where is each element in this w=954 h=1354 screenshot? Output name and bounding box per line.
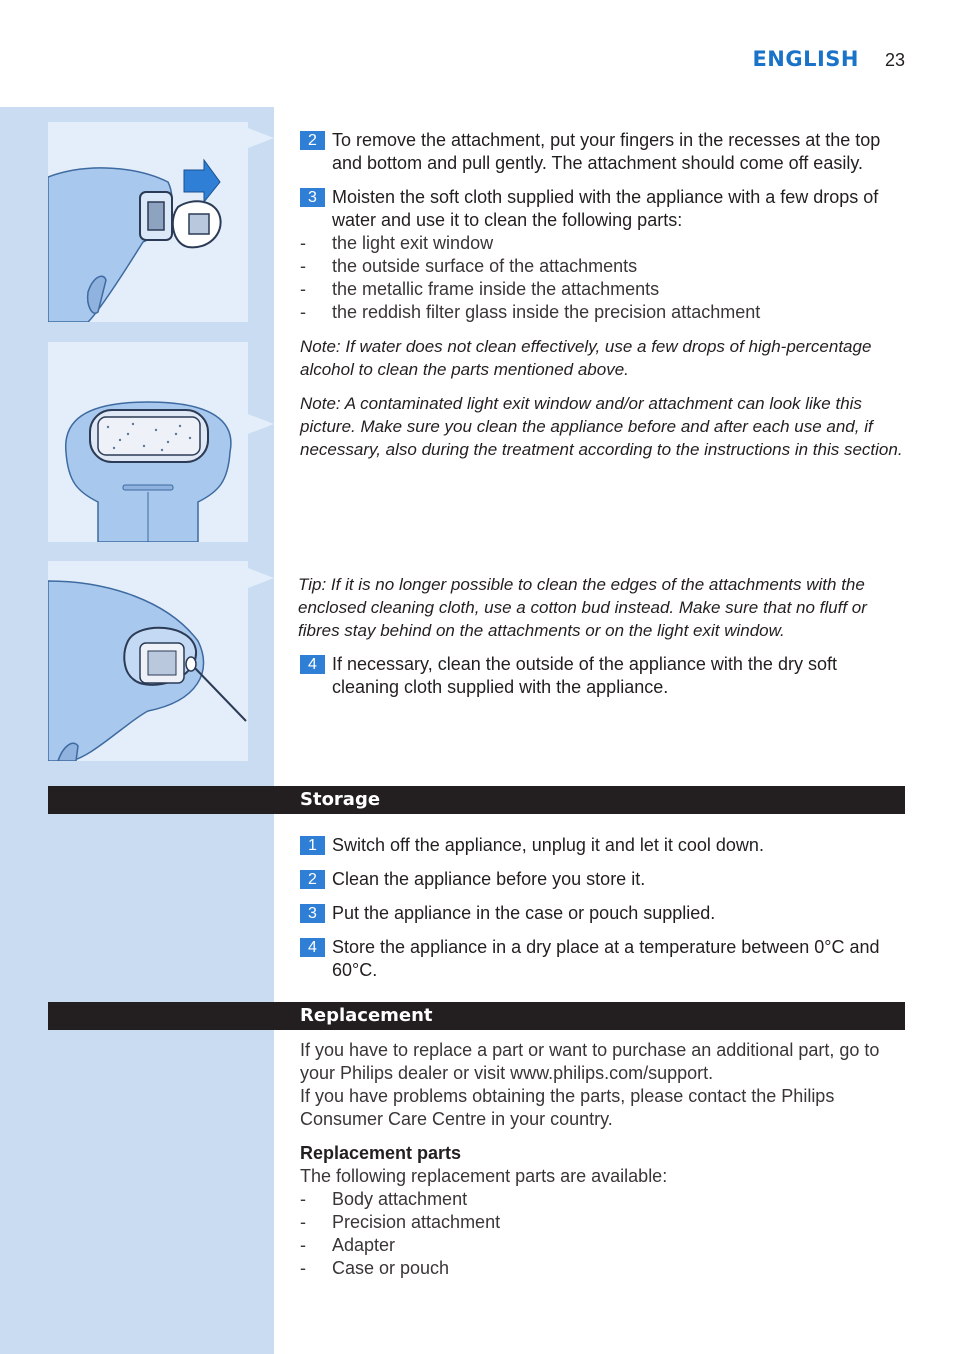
step-number: 3 [300, 904, 325, 923]
figure-cotton-bud [48, 561, 248, 761]
page-number: 23 [885, 50, 906, 70]
step-text: Put the appliance in the case or pouch supplied. [332, 903, 716, 923]
note-contaminated: Note: A contaminated light exit window and/or attachment can look like this picture. Make sure you clean the appliance before and after each use and, if necessary, also during the treatment according to the instructions in this section. [300, 394, 903, 459]
list-item: - Case or pouch [300, 1258, 450, 1278]
replacement-paragraph: If you have problems obtaining the parts, please contact the Philips Consumer Care Centre in your country. [300, 1086, 835, 1129]
replacement-section [300, 1039, 905, 1280]
replacement-parts-heading: Replacement parts [300, 1143, 462, 1163]
step-text: Moisten the soft cloth supplied with the appliance with a few drops of water and use it to clean the following parts: [332, 187, 879, 230]
tip-cotton-bud: Tip: If it is no longer possible to clean the edges of the attachments with the enclosed cleaning cloth, use a cotton bud instead. Make sure that no fluff or fibres stay behind on the attachments or on the light exit window. [298, 575, 867, 640]
step-item [300, 902, 905, 925]
step-item [300, 186, 905, 232]
list-item: - the light exit window [300, 233, 494, 253]
figure-pointer [248, 128, 274, 148]
storage-section [300, 834, 905, 982]
cleaning-parts-list [300, 232, 905, 324]
step-item [300, 868, 905, 891]
step-number: 3 [300, 188, 325, 207]
step-item [300, 834, 905, 857]
step-number: 1 [300, 836, 325, 855]
figure-remove-attachment [48, 122, 248, 322]
section-title-replacement: Replacement [300, 1005, 433, 1026]
step-item [300, 936, 905, 982]
step-item [300, 129, 905, 175]
replacement-paragraph: If you have to replace a part or want to purchase an additional part, go to your Philips dealer or visit www.philips.com/support. [300, 1040, 880, 1083]
storage-header-bar [48, 786, 905, 814]
step-text: If necessary, clean the outside of the appliance with the dry soft cleaning cloth supplied with the appliance. [332, 654, 837, 697]
figure-contaminated-window [48, 342, 248, 542]
step-number: 4 [300, 655, 325, 674]
replacement-parts-intro: The following replacement parts are available: [300, 1166, 668, 1186]
list-item: - Precision attachment [300, 1212, 501, 1232]
note-alcohol: Note: If water does not clean effectively, use a few drops of high-percentage alcohol to clean the parts mentioned above. [300, 337, 872, 379]
replacement-header-bar [48, 1002, 905, 1030]
arrow-right-icon [184, 160, 220, 202]
list-item: - the metallic frame inside the attachments [300, 279, 660, 299]
replacement-parts-list [300, 1188, 905, 1280]
step-text: Switch off the appliance, unplug it and let it cool down. [332, 835, 764, 855]
figure-pointer [248, 414, 274, 434]
step-item [300, 653, 905, 699]
list-item: - the outside surface of the attachments [300, 256, 638, 276]
language-label: ENGLISH [752, 47, 859, 71]
cleaning-section [300, 129, 905, 461]
section-title-storage: Storage [300, 789, 381, 810]
step-number: 2 [300, 131, 325, 150]
list-item: - Body attachment [300, 1189, 468, 1209]
step-text: Store the appliance in a dry place at a temperature between 0°C and 60°C. [332, 937, 880, 980]
step-number: 2 [300, 870, 325, 889]
figure-pointer [248, 568, 274, 588]
step-number: 4 [300, 938, 325, 957]
tip-section [298, 573, 903, 699]
step-text: To remove the attachment, put your fingers in the recesses at the top and bottom and pull gently. The attachment should come off easily. [332, 130, 881, 173]
step-text: Clean the appliance before you store it. [332, 869, 646, 889]
list-item: - the reddish filter glass inside the precision attachment [300, 302, 761, 322]
list-item: - Adapter [300, 1235, 396, 1255]
